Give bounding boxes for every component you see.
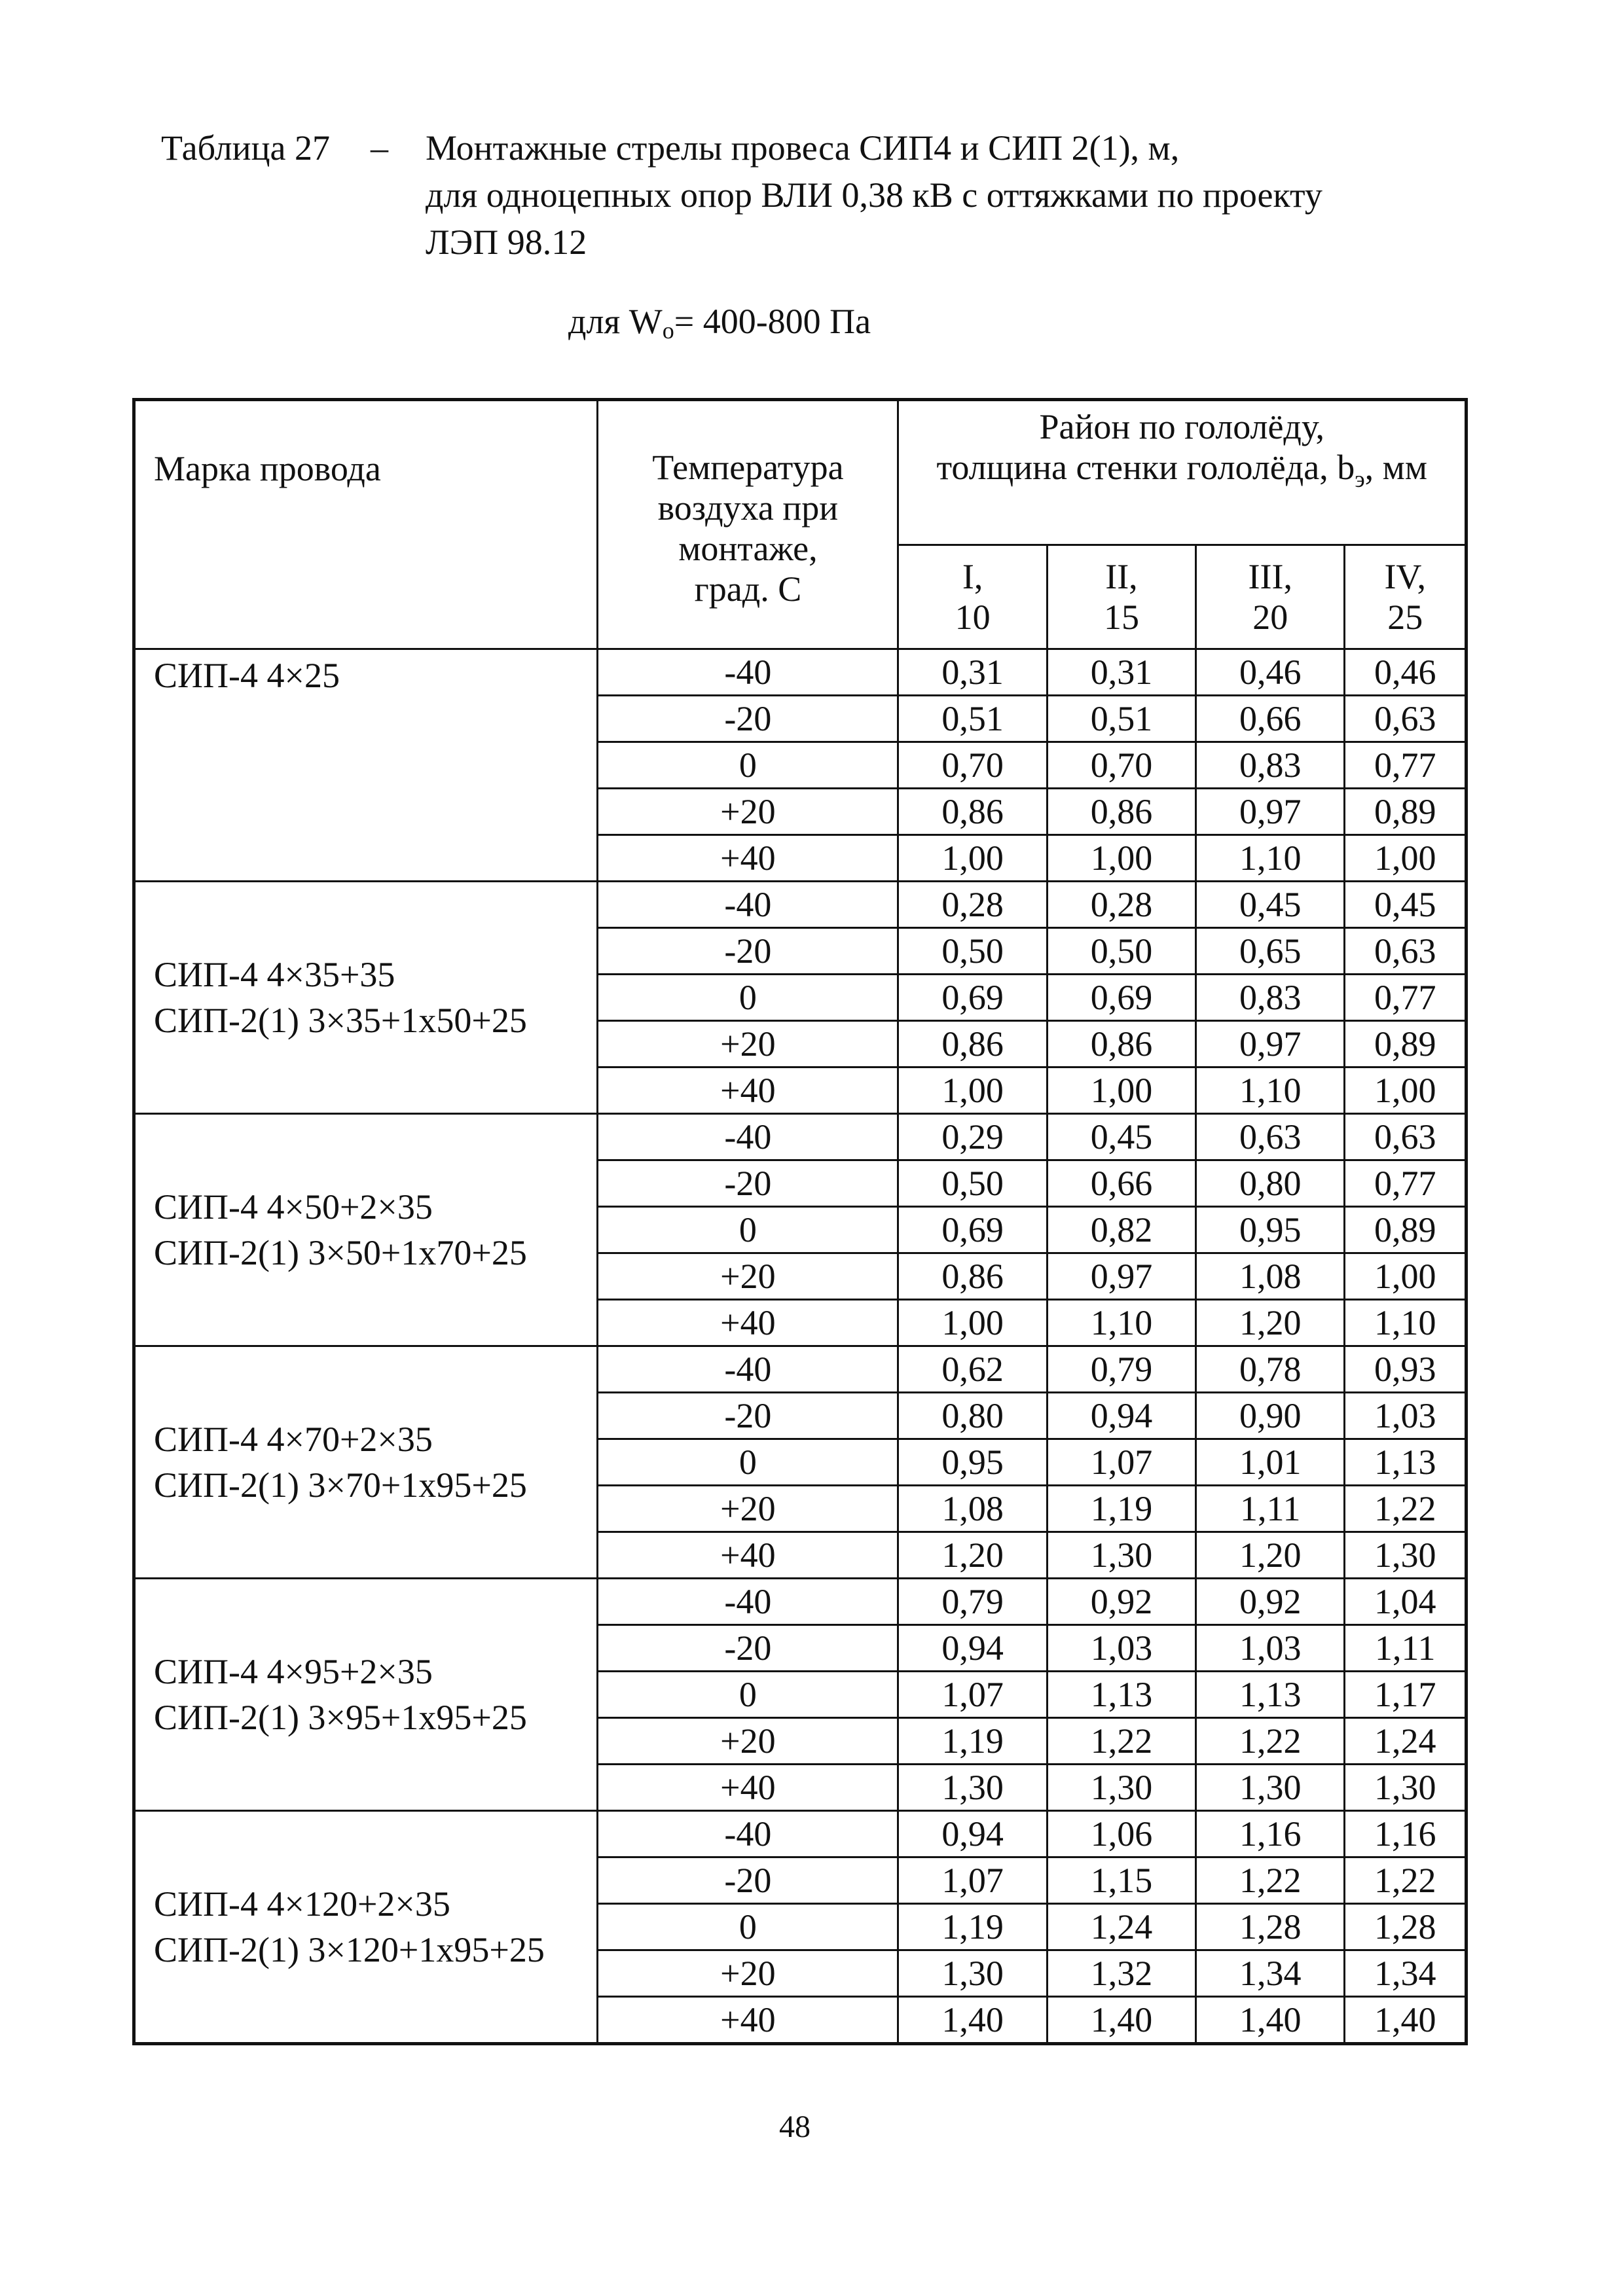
header-region-unit: , мм <box>1364 448 1427 487</box>
wire-brand-line: СИП-4 4×70+2×35 <box>154 1420 433 1459</box>
sag-value-cell: 1,10 <box>1196 1067 1345 1114</box>
sag-value-cell: 0,95 <box>898 1439 1047 1486</box>
sag-value-cell: 0,45 <box>1345 882 1467 928</box>
sag-value-cell: 0,50 <box>898 928 1047 975</box>
sag-value-cell: 1,30 <box>1047 1532 1195 1579</box>
header-temperature-line: монтаже, <box>678 529 818 568</box>
sag-value-cell: 1,30 <box>898 1950 1047 1997</box>
sag-value-cell: 0,79 <box>898 1579 1047 1625</box>
sag-value-cell: 0,92 <box>1196 1579 1345 1625</box>
temperature-cell: -20 <box>598 1625 898 1672</box>
sag-value-cell: 0,86 <box>1047 1021 1195 1067</box>
header-brand: Марка провода <box>134 400 598 649</box>
sag-value-cell: 1,24 <box>1047 1904 1195 1950</box>
wire-brand-cell <box>134 882 598 1114</box>
wire-brand-line: СИП-2(1) 3×70+1х95+25 <box>154 1465 527 1505</box>
sag-value-cell: 1,30 <box>1345 1765 1467 1811</box>
wire-brand-line: СИП-4 4×35+35 <box>154 955 395 994</box>
sag-value-cell: 0,80 <box>898 1393 1047 1439</box>
ice-thickness: 25 <box>1387 598 1423 637</box>
header-row-1 <box>134 400 1467 545</box>
wire-brand-cell <box>134 649 598 882</box>
header-temperature-line: воздуха при <box>657 488 839 528</box>
header-temperature-line: Температура <box>652 448 844 487</box>
sag-value-cell: 1,28 <box>1345 1904 1467 1950</box>
sag-value-cell: 0,82 <box>1047 1207 1195 1253</box>
sag-value-cell: 0,28 <box>1047 882 1195 928</box>
sag-value-cell: 0,83 <box>1196 975 1345 1021</box>
wire-brand-line: СИП-2(1) 3×120+1х95+25 <box>154 1930 545 1969</box>
temperature-cell: 0 <box>598 975 898 1021</box>
sag-value-cell: 1,19 <box>1047 1486 1195 1532</box>
header-region-line <box>899 447 1465 499</box>
table-row <box>134 1579 1467 1625</box>
sag-value-cell: 1,06 <box>1047 1811 1195 1857</box>
sag-value-cell: 0,66 <box>1047 1160 1195 1207</box>
temperature-cell: +20 <box>598 1950 898 1997</box>
sag-value-cell: 1,08 <box>898 1486 1047 1532</box>
sag-value-cell: 0,89 <box>1345 1207 1467 1253</box>
table-label: Таблица 27 <box>161 128 330 168</box>
header-ice-col-1 <box>898 545 1047 649</box>
sag-value-cell: 1,00 <box>1345 1253 1467 1300</box>
temperature-cell: -20 <box>598 1857 898 1904</box>
sag-value-cell: 0,90 <box>1196 1393 1345 1439</box>
sag-value-cell: 0,70 <box>1047 742 1195 789</box>
wire-brand-line: СИП-4 4×95+2×35 <box>154 1652 433 1691</box>
sag-value-cell: 1,22 <box>1345 1486 1467 1532</box>
sag-value-cell: 0,63 <box>1345 928 1467 975</box>
sag-value-cell: 0,31 <box>898 649 1047 696</box>
sag-value-cell: 1,28 <box>1196 1904 1345 1950</box>
sag-value-cell: 0,69 <box>1047 975 1195 1021</box>
temperature-cell: -20 <box>598 1393 898 1439</box>
sag-value-cell: 1,20 <box>1196 1532 1345 1579</box>
temperature-cell: -40 <box>598 882 898 928</box>
ice-region-name: IV, <box>1384 557 1426 596</box>
table-body <box>134 649 1467 2044</box>
caption-line-3 <box>161 219 1322 266</box>
table-row <box>134 1114 1467 1160</box>
sag-value-cell: 1,19 <box>898 1904 1047 1950</box>
sag-value-cell: 0,63 <box>1196 1114 1345 1160</box>
temperature-cell: 0 <box>598 742 898 789</box>
header-temperature-line: град. С <box>694 569 802 609</box>
sag-value-cell: 0,66 <box>1196 696 1345 742</box>
sag-value-cell: 0,93 <box>1345 1346 1467 1393</box>
wire-brand-line: СИП-4 4×120+2×35 <box>154 1884 450 1924</box>
temperature-cell: 0 <box>598 1207 898 1253</box>
sag-value-cell: 0,77 <box>1345 975 1467 1021</box>
sag-value-cell: 1,00 <box>1345 835 1467 882</box>
sag-value-cell: 1,20 <box>1196 1300 1345 1346</box>
sag-value-cell: 1,03 <box>1196 1625 1345 1672</box>
sag-value-cell: 1,00 <box>1345 1067 1467 1114</box>
sag-value-cell: 1,04 <box>1345 1579 1467 1625</box>
sag-value-cell: 1,22 <box>1196 1857 1345 1904</box>
ice-region-name: I, <box>962 557 983 596</box>
sag-value-cell: 1,40 <box>1196 1997 1345 2044</box>
sag-value-cell: 0,62 <box>898 1346 1047 1393</box>
temperature-cell: +40 <box>598 1300 898 1346</box>
header-ice-col-4 <box>1345 545 1467 649</box>
sag-value-cell: 0,86 <box>898 789 1047 835</box>
wire-brand-cell <box>134 1811 598 2044</box>
sag-value-cell: 0,31 <box>1047 649 1195 696</box>
wire-brand-cell <box>134 1114 598 1346</box>
sag-value-cell: 1,40 <box>898 1997 1047 2044</box>
temperature-cell: -40 <box>598 1579 898 1625</box>
caption-title-line-1: Монтажные стрелы провеса СИП4 и СИП 2(1), м, <box>426 128 1180 168</box>
temperature-cell: +20 <box>598 1486 898 1532</box>
wind-pressure-subtitle <box>568 301 871 344</box>
sag-value-cell: 0,65 <box>1196 928 1345 975</box>
table-caption <box>161 124 1322 266</box>
header-temperature <box>598 400 898 649</box>
sag-value-cell: 1,17 <box>1345 1672 1467 1718</box>
temperature-cell: -20 <box>598 696 898 742</box>
sag-value-cell: 0,50 <box>898 1160 1047 1207</box>
sag-value-cell: 1,00 <box>1047 835 1195 882</box>
caption-line-2 <box>161 171 1322 219</box>
sag-value-cell: 1,16 <box>1196 1811 1345 1857</box>
ice-region-name: II, <box>1105 557 1138 596</box>
temperature-cell: -40 <box>598 649 898 696</box>
sag-value-cell: 1,30 <box>898 1765 1047 1811</box>
sag-value-cell: 1,00 <box>898 835 1047 882</box>
wire-brand-line: СИП-4 4×25 <box>154 656 340 695</box>
header-ice-col-3 <box>1196 545 1345 649</box>
sag-value-cell: 1,10 <box>1196 835 1345 882</box>
sag-value-cell: 0,86 <box>1047 789 1195 835</box>
sag-value-cell: 0,94 <box>898 1625 1047 1672</box>
temperature-cell: 0 <box>598 1904 898 1950</box>
sag-value-cell: 0,94 <box>1047 1393 1195 1439</box>
subtitle-prefix: для W <box>568 302 663 341</box>
temperature-cell: +40 <box>598 1532 898 1579</box>
temperature-cell: +20 <box>598 789 898 835</box>
temperature-cell: +40 <box>598 1765 898 1811</box>
caption-line-1 <box>161 124 1322 171</box>
sag-value-cell: 1,19 <box>898 1718 1047 1765</box>
sag-value-cell: 0,78 <box>1196 1346 1345 1393</box>
sag-value-cell: 1,11 <box>1196 1486 1345 1532</box>
sag-value-cell: 1,22 <box>1196 1718 1345 1765</box>
sag-value-cell: 0,94 <box>898 1811 1047 1857</box>
sag-value-cell: 1,40 <box>1345 1997 1467 2044</box>
sag-value-cell: 0,97 <box>1196 1021 1345 1067</box>
caption-title-line-3: ЛЭП 98.12 <box>426 223 587 262</box>
sag-value-cell: 1,03 <box>1047 1625 1195 1672</box>
sag-value-cell: 0,80 <box>1196 1160 1345 1207</box>
header-ice-col-2 <box>1047 545 1195 649</box>
header-region-line: Район по гололёду, <box>1039 407 1324 446</box>
subtitle-suffix: = 400-800 Па <box>674 302 871 341</box>
sag-value-cell: 1,10 <box>1345 1300 1467 1346</box>
sag-value-cell: 1,30 <box>1345 1532 1467 1579</box>
sag-value-cell: 0,51 <box>898 696 1047 742</box>
sag-value-cell: 0,77 <box>1345 1160 1467 1207</box>
sag-value-cell: 1,00 <box>898 1300 1047 1346</box>
temperature-cell: 0 <box>598 1672 898 1718</box>
sag-value-cell: 1,00 <box>1047 1067 1195 1114</box>
sag-value-cell: 1,11 <box>1345 1625 1467 1672</box>
wire-brand-line: СИП-2(1) 3×35+1х50+25 <box>154 1001 527 1040</box>
sag-value-cell: 0,28 <box>898 882 1047 928</box>
sag-value-cell: 0,92 <box>1047 1579 1195 1625</box>
sag-value-cell: 0,45 <box>1047 1114 1195 1160</box>
sag-value-cell: 1,13 <box>1196 1672 1345 1718</box>
temperature-cell: -40 <box>598 1114 898 1160</box>
temperature-cell: +20 <box>598 1021 898 1067</box>
sag-value-cell: 1,40 <box>1047 1997 1195 2044</box>
sag-value-cell: 1,07 <box>898 1672 1047 1718</box>
sag-value-cell: 1,20 <box>898 1532 1047 1579</box>
sag-value-cell: 0,77 <box>1345 742 1467 789</box>
temperature-cell: +40 <box>598 1997 898 2044</box>
sag-value-cell: 1,15 <box>1047 1857 1195 1904</box>
sag-value-cell: 1,07 <box>1047 1439 1195 1486</box>
sag-value-cell: 1,00 <box>898 1067 1047 1114</box>
sag-value-cell: 0,63 <box>1345 696 1467 742</box>
sag-value-cell: 1,13 <box>1047 1672 1195 1718</box>
header-region-subscript: э <box>1355 465 1365 492</box>
sag-value-cell: 1,08 <box>1196 1253 1345 1300</box>
ice-region-name: III, <box>1248 557 1292 596</box>
sag-value-cell: 0,79 <box>1047 1346 1195 1393</box>
sag-value-cell: 1,01 <box>1196 1439 1345 1486</box>
wire-brand-line: СИП-2(1) 3×50+1х70+25 <box>154 1233 527 1272</box>
sag-value-cell: 1,22 <box>1345 1857 1467 1904</box>
temperature-cell: +20 <box>598 1718 898 1765</box>
header-ice-region <box>898 400 1467 545</box>
table-row <box>134 1346 1467 1393</box>
sag-value-cell: 0,70 <box>898 742 1047 789</box>
wire-brand-cell <box>134 1579 598 1811</box>
sag-value-cell: 0,50 <box>1047 928 1195 975</box>
temperature-cell: -40 <box>598 1811 898 1857</box>
sag-value-cell: 0,69 <box>898 975 1047 1021</box>
sag-value-cell: 0,95 <box>1196 1207 1345 1253</box>
temperature-cell: 0 <box>598 1439 898 1486</box>
sag-value-cell: 1,03 <box>1345 1393 1467 1439</box>
page-number: 48 <box>779 2109 811 2144</box>
sag-value-cell: 0,29 <box>898 1114 1047 1160</box>
table-row <box>134 882 1467 928</box>
temperature-cell: -20 <box>598 1160 898 1207</box>
ice-thickness: 15 <box>1103 598 1139 637</box>
header-region-text: толщина стенки гололёда, b <box>936 448 1355 487</box>
sag-value-cell: 0,83 <box>1196 742 1345 789</box>
temperature-cell: +40 <box>598 835 898 882</box>
sag-value-cell: 1,13 <box>1345 1439 1467 1486</box>
temperature-cell: -20 <box>598 928 898 975</box>
sag-value-cell: 0,89 <box>1345 1021 1467 1067</box>
table-row <box>134 649 1467 696</box>
sag-value-cell: 0,86 <box>898 1253 1047 1300</box>
sag-value-cell: 1,30 <box>1196 1765 1345 1811</box>
sag-value-cell: 0,89 <box>1345 789 1467 835</box>
sag-value-cell: 0,63 <box>1345 1114 1467 1160</box>
sag-value-cell: 0,51 <box>1047 696 1195 742</box>
ice-thickness: 10 <box>955 598 991 637</box>
sag-value-cell: 1,07 <box>898 1857 1047 1904</box>
sag-value-cell: 1,16 <box>1345 1811 1467 1857</box>
subtitle-subscript: о <box>662 317 674 344</box>
temperature-cell: +40 <box>598 1067 898 1114</box>
sag-value-cell: 0,45 <box>1196 882 1345 928</box>
sag-value-cell: 0,46 <box>1345 649 1467 696</box>
sag-value-cell: 0,97 <box>1196 789 1345 835</box>
sag-value-cell: 1,10 <box>1047 1300 1195 1346</box>
sag-value-cell: 0,46 <box>1196 649 1345 696</box>
sag-value-cell: 1,30 <box>1047 1765 1195 1811</box>
table-row <box>134 1811 1467 1857</box>
sag-value-cell: 1,32 <box>1047 1950 1195 1997</box>
sag-value-cell: 0,86 <box>898 1021 1047 1067</box>
sag-value-cell: 0,97 <box>1047 1253 1195 1300</box>
sag-value-cell: 1,34 <box>1345 1950 1467 1997</box>
sag-value-cell: 1,34 <box>1196 1950 1345 1997</box>
wire-brand-line: СИП-2(1) 3×95+1х95+25 <box>154 1698 527 1737</box>
temperature-cell: +20 <box>598 1253 898 1300</box>
sag-table <box>132 398 1468 2045</box>
caption-title-line-2: для одноцепных опор ВЛИ 0,38 кВ с оттяжками по проекту <box>426 175 1322 215</box>
sag-value-cell: 1,24 <box>1345 1718 1467 1765</box>
temperature-cell: -40 <box>598 1346 898 1393</box>
wire-brand-line: СИП-4 4×50+2×35 <box>154 1187 433 1227</box>
caption-dash: – <box>371 128 388 168</box>
sag-value-cell: 0,69 <box>898 1207 1047 1253</box>
sag-value-cell: 1,22 <box>1047 1718 1195 1765</box>
wire-brand-cell <box>134 1346 598 1579</box>
ice-thickness: 20 <box>1252 598 1288 637</box>
